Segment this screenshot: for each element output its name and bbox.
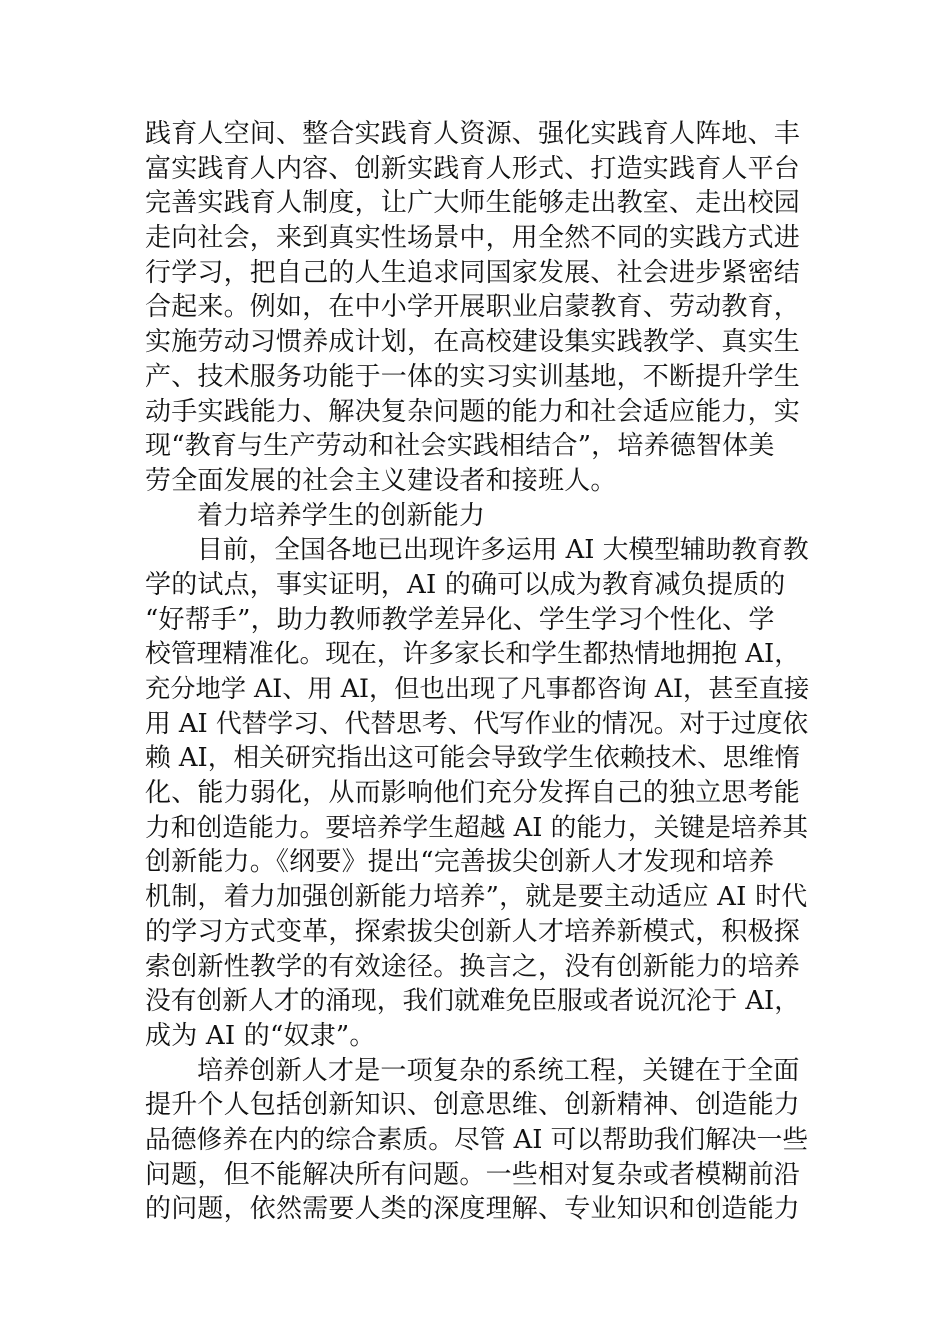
text-line: 力和创造能力。要培养学生超越 AI 的能力，关键是培养其 bbox=[145, 812, 809, 843]
text-line: 目前，全国各地已出现许多运用 AI 大模型辅助教育教 bbox=[197, 535, 809, 566]
text-line: 现“教育与生产劳动和社会实践相结合”，培养德智体美 bbox=[145, 431, 775, 462]
text-line: 的问题，依然需要人类的深度理解、专业知识和创造能力 bbox=[145, 1194, 801, 1225]
text-line: 创新能力。《纲要》提出“完善拔尖创新人才发现和培养 bbox=[145, 847, 775, 878]
text-line: 充分地学 AI、用 AI，但也出现了凡事都咨询 AI，甚至直接 bbox=[145, 674, 810, 703]
text-line: 富实践育人内容、创新实践育人形式、打造实践育人平台 bbox=[145, 153, 801, 184]
text-line: 培养创新人才是一项复杂的系统工程，关键在于全面 bbox=[197, 1055, 800, 1086]
text-line: 品德修养在内的综合素质。尽管 AI 可以帮助我们解决一些 bbox=[145, 1124, 809, 1155]
text-line: 成为 AI 的“奴隶”。 bbox=[145, 1020, 376, 1051]
text-line: 践育人空间、整合实践育人资源、强化实践育人阵地、丰 bbox=[145, 119, 801, 149]
text-line: 用 AI 代替学习、代替思考、代写作业的情况。对于过度依 bbox=[145, 708, 809, 739]
text-line: 学的试点，事实证明，AI 的确可以成为教育减负提质的 bbox=[145, 569, 786, 600]
text-line: 提升个人包括创新知识、创意思维、创新精神、创造能力 bbox=[145, 1090, 801, 1121]
text-line: 化、能力弱化，从而影响他们充分发挥自己的独立思考能 bbox=[145, 778, 801, 809]
text-line: 的学习方式变革，探索拔尖创新人才培养新模式，积极探 bbox=[145, 916, 801, 947]
text-line: “好帮手”，助力教师教学差异化、学生学习个性化、学 bbox=[145, 604, 775, 635]
text-line: 实施劳动习惯养成计划，在高校建设集实践教学、真实生 bbox=[145, 327, 801, 358]
section-heading: 着力培养学生的创新能力 bbox=[197, 500, 486, 531]
text-line: 产、技术服务功能于一体的实习实训基地，不断提升学生 bbox=[145, 361, 801, 392]
text-line: 没有创新人才的涌现，我们就难免臣服或者说沉沦于 AI， bbox=[145, 986, 800, 1017]
text-line: 动手实践能力、解决复杂问题的能力和社会适应能力，实 bbox=[145, 396, 801, 427]
body-text bbox=[145, 117, 810, 1227]
text-line: 走向社会，来到真实性场景中，用全然不同的实践方式进 bbox=[145, 223, 801, 254]
text-line: 校管理精准化。现在，许多家长和学生都热情地拥抱 AI， bbox=[145, 639, 800, 670]
text-line: 索创新性教学的有效途径。换言之，没有创新能力的培养 bbox=[145, 951, 801, 982]
text-line: 完善实践育人制度，让广大师生能够走出教室、走出校园 bbox=[145, 188, 801, 219]
text-line: 合起来。例如，在中小学开展职业启蒙教育、劳动教育， bbox=[145, 292, 801, 323]
text-line: 问题，但不能解决所有问题。一些相对复杂或者模糊前沿 bbox=[145, 1159, 801, 1190]
text-line: 劳全面发展的社会主义建设者和接班人。 bbox=[145, 465, 617, 496]
text-line: 赖 AI，相关研究指出这可能会导致学生依赖技术、思维惰 bbox=[145, 743, 800, 774]
text-line: 行学习，把自己的人生追求同国家发展、社会进步紧密结 bbox=[145, 257, 801, 288]
text-line: 机制，着力加强创新能力培养”，就是要主动适应 AI 时代 bbox=[145, 882, 808, 913]
